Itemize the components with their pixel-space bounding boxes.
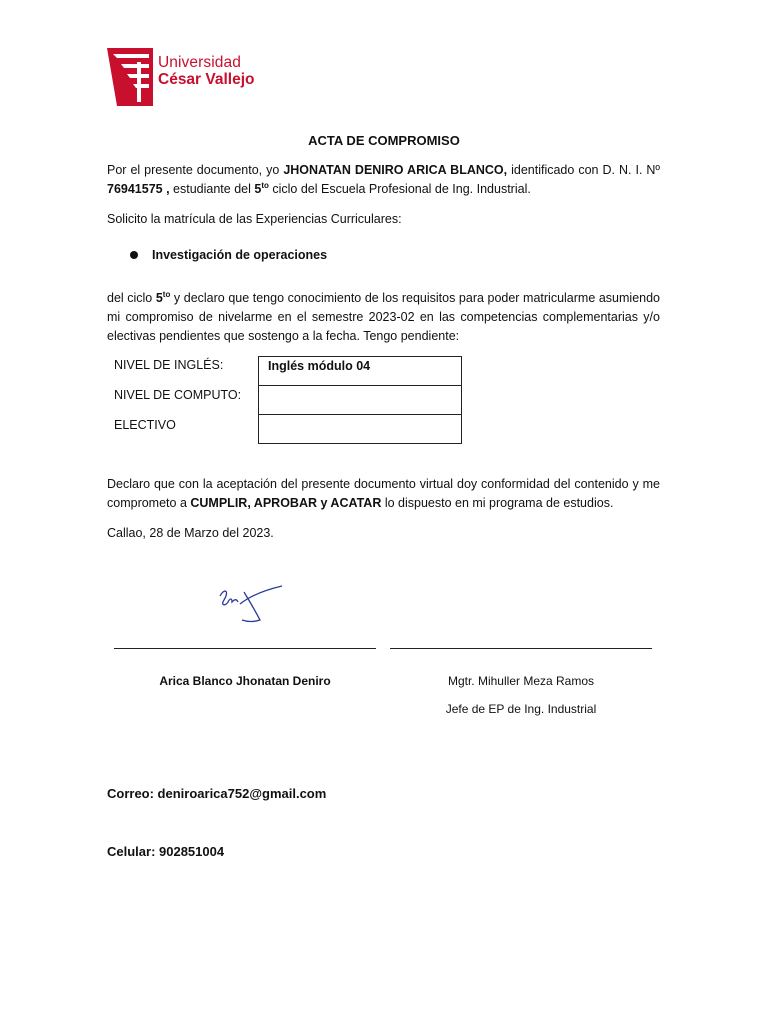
course-name: Investigación de operaciones [152,248,328,262]
levels-table [258,356,462,444]
intro-text-4: ciclo del Escuela Profesional de Ing. Industrial. [268,182,531,196]
declaration-paragraph-1 [107,289,660,346]
official-signature-line [390,648,652,649]
date-place: Callao, 28 de Marzo del 2023. [107,526,274,540]
student-name: JHONATAN DENIRO ARICA BLANCO, [283,163,508,177]
declaration-paragraph-2 [107,475,660,513]
handwritten-signature-icon [210,582,290,626]
table-row [259,386,462,415]
table-row [259,357,462,386]
level-label-english: NIVEL DE INGLÉS: [114,358,224,372]
course-list-item [130,248,327,262]
official-signature-name: Mgtr. Mihuller Meza Ramos [447,674,595,688]
decl2-commitment: CUMPLIR, APROBAR y ACATAR [190,496,382,510]
intro-cycle: 5 [254,182,262,196]
request-text: Solicito la matrícula de las Experiencias Curriculares: [107,212,402,226]
document-title: ACTA DE COMPROMISO [308,133,460,148]
intro-cycle-suffix: to [261,180,269,190]
logo-line1: Universidad [158,54,241,71]
student-signature-line [114,648,376,649]
level-value-computing [259,386,462,415]
level-value-english: Inglés módulo 04 [259,357,462,386]
bullet-icon [130,251,138,259]
contact-phone: Celular: 902851004 [107,844,225,859]
contact-email: Correo: deniroarica752@gmail.com [107,786,327,801]
university-name [158,54,255,88]
decl2-text-2: lo dispuesto en mi programa de estudios. [381,496,614,510]
logo-line2: César Vallejo [158,71,255,88]
level-value-elective [259,415,462,444]
table-row [259,415,462,444]
intro-text-2: identificado con D. N. I. Nº [507,163,660,177]
decl1-cycle: 5 [155,291,163,305]
student-dni: 76941575 , [107,182,170,196]
decl2-text-1: Declaro que con la aceptación del presente documento virtual doy conformidad del contenido y me comprometo a [107,477,660,510]
level-label-computing: NIVEL DE COMPUTO: [114,388,242,402]
official-signature-title: Jefe de EP de Ing. Industrial [445,702,597,716]
intro-text-1: Por el presente documento, yo [107,163,284,177]
level-label-elective: ELECTIVO [114,418,176,432]
decl1-text-1: del ciclo [107,291,156,305]
intro-paragraph [107,161,660,199]
student-signature-name: Arica Blanco Jhonatan Deniro [159,674,331,688]
decl1-text-2: y declaro que tengo conocimiento de los requisitos para poder matricularme asumiendo mi compromiso de nivelarme en el semestre 2023-02 en las competencias complementarias y/o electivas pendientes que sostengo a la fecha. Tengo pendiente: [107,291,661,343]
intro-text-3: estudiante del [169,182,255,196]
decl1-cycle-suffix: to [162,289,171,299]
